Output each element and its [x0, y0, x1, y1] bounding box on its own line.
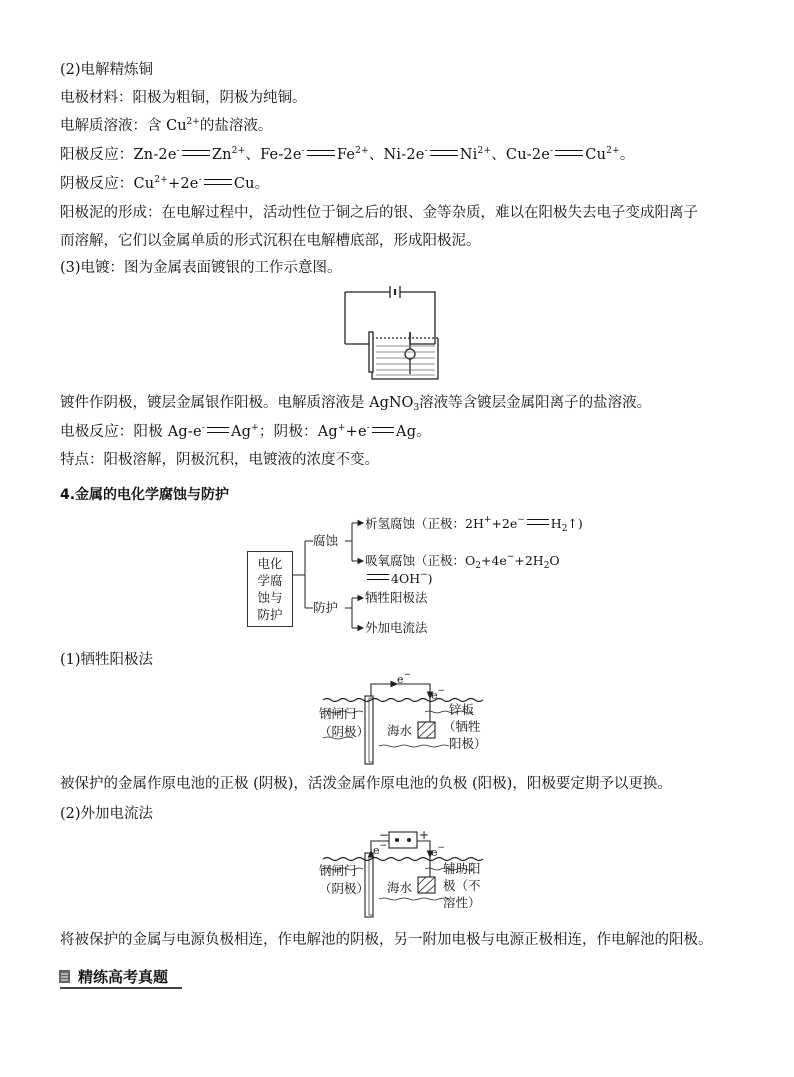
oxygen-tail3: O: [549, 553, 560, 568]
imp-electron-label: e: [373, 844, 380, 857]
cathode-label: 阴极反应：: [60, 176, 134, 192]
corrosion-tree: [247, 513, 583, 643]
plating-reaction: 电极反应：阳极 Ag-e- Ag+；阴极：Ag++e- Ag。: [60, 423, 431, 440]
plating-reaction-mid: ；阴极：: [258, 424, 318, 440]
imp-minus: −: [379, 828, 390, 842]
anode-mud-1: 阳极泥的形成：在电解过程中，活动性位于铜之后的银、金等杂质，难以在阳极失去电子变成阳离子: [60, 205, 698, 221]
impressed-heading: (2)外加电流法: [60, 806, 154, 822]
tree-root: 电化学腐蚀与防护: [247, 551, 293, 627]
electrolyte-text-a: 电解质溶液：含 Cu: [60, 118, 187, 134]
oxygen-tail2: +2H: [514, 553, 544, 568]
electroplating-desc: 镀件作阴极，镀层金属银作阳极。电解质溶液是 AgNO$_3$溶液等含镀层金属阳离子的盐溶液。: [60, 395, 652, 413]
imp-seawater: 海水: [387, 880, 413, 895]
impressed-diagram: [315, 829, 495, 919]
section3-heading: (3)电镀：图为金属表面镀银的工作示意图。: [60, 260, 342, 276]
imp-plus: +: [419, 828, 430, 842]
sacrificial-heading: (1)牺牲阳极法: [60, 652, 154, 668]
imp-electron-left: e−: [373, 841, 388, 857]
sac-seawater: 海水: [387, 723, 413, 738]
imp-cathode: （阴极）: [319, 881, 370, 896]
sacrificial-desc: 被保护的金属作原电池的正极 (阴极)，活泼金属作原电池的负极 (阳极)，阳极要定期予以更换。: [60, 776, 672, 792]
sac-electron-label: e: [397, 673, 404, 686]
plating-desc-a: 镀件作阴极，镀层金属银作阳极。电解质溶液是 AgNO: [60, 395, 414, 411]
impressed-desc: 将被保护的金属与电源负极相连，作电解池的阴极，另一附加电极与电源正极相连，作电解池的阳极。: [60, 932, 713, 948]
tree-protection: 防护: [313, 600, 339, 615]
tree-sacrificial: 牺牲阳极法: [365, 590, 428, 605]
imp-aux-3: 溶性）: [443, 895, 481, 910]
tree-oxygen-line2: 4OH−): [365, 571, 433, 587]
imp-gate: 钢闸门: [319, 863, 357, 878]
imp-aux-1: 辅助阳: [443, 861, 481, 876]
sacrificial-diagram: [315, 670, 495, 771]
tree-hydrogen: 析氢腐蚀（正极：2H++2e− $H_2↑$): [365, 515, 583, 534]
footer-title: 精练高考真题: [78, 968, 169, 986]
plating-desc-b: 溶液等含镀层金属阳离子的盐溶液。: [419, 395, 652, 411]
electrode-material: 电极材料：阳极为粗铜，阴极为纯铜。: [60, 90, 307, 106]
tree-oxygen: 吸氧腐蚀（正极：$O_2+4e^-+2H_2O$: [365, 552, 560, 571]
imp-aux-2: 极（不: [443, 878, 481, 893]
oxygen-text: 吸氧腐蚀（正极：O: [365, 553, 476, 568]
tree-impressed: 外加电流法: [365, 620, 428, 635]
cathode-reaction: 阴极反应：$Cu^{2+}+2e^-$ Cu。: [60, 175, 270, 192]
section4-heading: 4.金属的电化学腐蚀与防护: [60, 487, 230, 503]
anode-mud-2: 而溶解，它们以金属单质的形式沉积在电解槽底部，形成阳极泥。: [60, 233, 481, 249]
hydrogen-text: 析氢腐蚀（正极：2H: [365, 516, 484, 531]
electroplating-diagram: [340, 284, 440, 384]
oxygen-line2: 4OH: [391, 571, 421, 586]
sac-electron-right: e−: [431, 686, 446, 702]
anode-label: 阳极反应：: [60, 147, 134, 163]
sac-gate: 钢闸门: [319, 706, 357, 721]
electrolyte-text-b: 的盐溶液。: [199, 118, 273, 134]
sac-zinc-3: 阳极）: [449, 736, 487, 751]
sac-zinc-2: （牺牲: [443, 719, 481, 734]
plating-feature: 特点：阳极溶解，阴极沉积，电镀液的浓度不变。: [60, 452, 379, 468]
sac-cathode: （阴极）: [319, 724, 370, 739]
oxygen-tail: +4e: [480, 553, 507, 568]
plating-reaction-label: 电极反应：阳极: [60, 424, 168, 440]
footer-underline: [60, 987, 182, 989]
sac-zinc: 锌板: [449, 702, 475, 717]
sac-electron-top: e−: [397, 670, 412, 686]
tree-corrosion: 腐蚀: [313, 533, 339, 548]
hydrogen-tail: H: [550, 516, 562, 531]
section2-heading: (2)电解精炼铜: [60, 62, 154, 78]
imp-electron-right: e−: [431, 843, 446, 859]
anode-reaction: 阳极反应：Zn-2e- $Zn^{2+}$、Fe-2e- $Fe^{2+}$、Ni-2e- $Ni^{2+}$、Cu-2e- $Cu^{2+}$。: [60, 146, 635, 163]
electrolyte-line: 电解质溶液：含 $Cu^{2+}$的盐溶液。: [60, 117, 273, 134]
document-icon: [58, 969, 72, 984]
